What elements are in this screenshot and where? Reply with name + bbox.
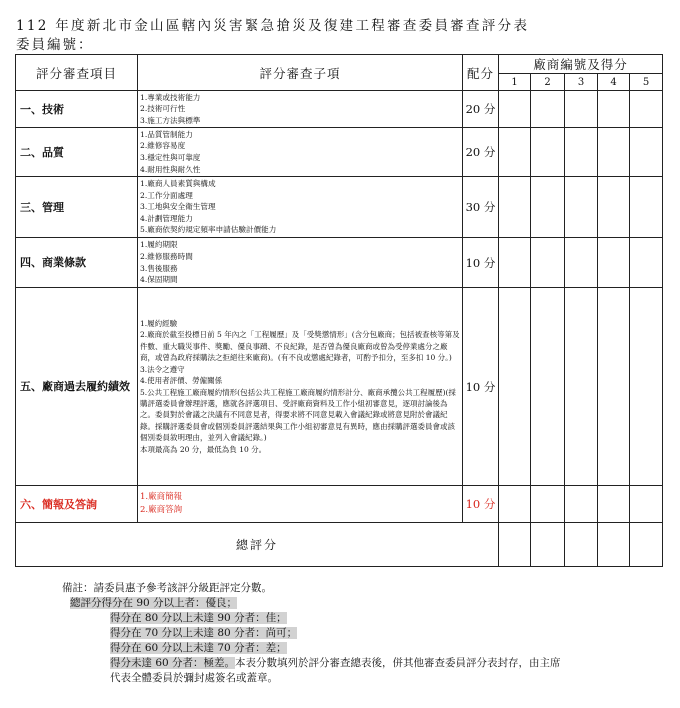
notes-section (62, 581, 662, 686)
subitem: 3.工地與安全衛生管理 (140, 202, 216, 212)
total-score-cell[interactable] (565, 523, 598, 567)
subitem: 3.售後服務 (140, 263, 178, 273)
subitem: 1.品質管制能力 (140, 129, 193, 139)
subitem: 2.維修服務時間 (140, 251, 193, 261)
total-score-cell[interactable] (499, 523, 531, 567)
total-score-cell[interactable] (531, 523, 565, 567)
score-cell[interactable] (630, 288, 663, 486)
points-cell: 10 分 (463, 486, 499, 523)
vendor-number-1: 1 (499, 74, 531, 91)
score-cell[interactable] (499, 128, 531, 177)
total-score-cell[interactable] (598, 523, 630, 567)
subitem: 3.穩定性與可靠度 (140, 153, 201, 162)
table-row (16, 91, 663, 128)
subitem: 1.廠商簡報 (140, 492, 183, 502)
score-cell[interactable] (499, 91, 531, 128)
scoring-table (15, 54, 663, 567)
subitem: 2.維修容易度 (140, 141, 186, 151)
grade-line: 得分在 60 分以上未達 70 分者：差； (110, 642, 287, 654)
score-cell[interactable] (565, 238, 598, 288)
score-cell[interactable] (531, 91, 565, 128)
subitems-cell (138, 486, 463, 523)
closing-text: 代表全體委員於彌封處簽名或蓋章。 (110, 672, 278, 684)
score-cell[interactable] (598, 177, 630, 238)
score-cell[interactable] (565, 288, 598, 486)
category-cell: 四、商業條款 (16, 238, 138, 288)
score-cell[interactable] (598, 288, 630, 486)
score-cell[interactable] (499, 288, 531, 486)
score-cell[interactable] (531, 177, 565, 238)
category-cell: 二、品質 (16, 128, 138, 177)
vendor-number-2: 2 (531, 74, 565, 91)
score-cell[interactable] (565, 128, 598, 177)
score-cell[interactable] (499, 486, 531, 523)
score-cell[interactable] (531, 288, 565, 486)
score-cell[interactable] (565, 177, 598, 238)
subitem: 3.法令之遵守 (140, 364, 185, 374)
total-row (16, 523, 663, 567)
closing-text: 本表分數填列於評分審查總表後，併其他審查委員評分表封存，由主席 (235, 657, 561, 669)
score-cell[interactable] (565, 91, 598, 128)
vendor-number-5: 5 (630, 74, 663, 91)
score-cell[interactable] (531, 128, 565, 177)
table-row (16, 177, 663, 238)
score-cell[interactable] (531, 486, 565, 523)
subitem: 本項最高為 20 分，最低為負 10 分。 (140, 444, 267, 454)
subitem: 2.工作分面處理 (140, 190, 193, 200)
subitems-cell (138, 177, 463, 238)
vendor-number-4: 4 (598, 74, 630, 91)
score-cell[interactable] (630, 91, 663, 128)
score-cell[interactable] (630, 238, 663, 288)
subitems-cell (138, 128, 463, 177)
score-cell[interactable] (630, 486, 663, 523)
subitems-cell (138, 91, 463, 128)
points-cell: 10 分 (463, 238, 499, 288)
points-cell: 10 分 (463, 288, 499, 486)
grade-label: 總評分 (70, 597, 102, 609)
score-cell[interactable] (565, 486, 598, 523)
category-cell: 六、簡報及答詢 (16, 486, 138, 523)
table-row (16, 486, 663, 523)
subitem: 1.廠商人員素質與構成 (140, 179, 216, 189)
category-cell: 一、技術 (16, 91, 138, 128)
table-row (16, 128, 663, 177)
member-number-label: 委員編號： (16, 37, 94, 53)
header-vendors: 廠商編號及得分 (499, 55, 663, 74)
header-item: 評分審查項目 (16, 55, 138, 91)
total-score-cell[interactable] (630, 523, 663, 567)
points-cell: 30 分 (463, 177, 499, 238)
score-cell[interactable] (598, 238, 630, 288)
score-cell[interactable] (598, 91, 630, 128)
vendor-number-3: 3 (565, 74, 598, 91)
score-cell[interactable] (630, 128, 663, 177)
notes-intro: 備註：請委員惠予參考該評分級距評定分數。 (62, 582, 272, 594)
score-cell[interactable] (499, 177, 531, 238)
subitem: 4.保固期間 (140, 275, 178, 285)
subitem: 2.技術可行性 (140, 104, 186, 114)
form-title: 112 年度新北市金山區轄內災害緊急搶災及復建工程審查委員審查評分表 (16, 18, 530, 34)
points-cell: 20 分 (463, 128, 499, 177)
header-points: 配分 (463, 55, 499, 91)
grade-line: 得分在 70 分以上未達 80 分者：尚可； (110, 627, 298, 639)
total-label: 總評分 (16, 523, 499, 567)
subitem: 2.廠商於截至投標日前 5 年內之「工程履歷」及「受獎懲情形」(含分包廠商；包括被查核等第及件數、重大職災事件、獎勵、優良事蹟、不良紀錄，是否曾為優良廠商或曾為受停業處分之廠商，或曾為政府採購法之拒絕往來廠商)。(有不良或懲處紀錄者，可酌予扣分，至多扣 10 分。) (140, 330, 460, 363)
grade-line: 得分在 90 分以上者：優良； (101, 597, 238, 609)
subitem: 1.履約經驗 (140, 319, 178, 329)
subitems-cell (138, 288, 463, 486)
subitem: 5.廠商依契約規定頻率申請估驗計價能力 (140, 225, 277, 235)
table-row (16, 238, 663, 288)
score-cell[interactable] (598, 128, 630, 177)
subitem: 5.公共工程施工廠商履約情形(包括公共工程施工廠商履約情形計分、廠商承攬公共工程履歷)(採購評選委員會辦理評選，應就各評選項目、受評廠商資料及工作小組初審意見，逐項討論後為之。委員對於會議之決議有不同意見者，得要求將不同意見載入會議紀錄或將意見附於會議紀錄。採購評選委員會或個別委員評選結果與工作小組初審意見有異時，應由採購評選委員會或該個別委員敘明理由，並列入會議紀錄。) (140, 387, 456, 443)
score-cell[interactable] (598, 486, 630, 523)
subitem: 4.耐用性與耐久性 (140, 164, 201, 174)
header-sub-item: 評分審查子項 (138, 55, 463, 91)
subitem: 2.廠商答詢 (140, 505, 183, 515)
subitem: 4.計劃管理能力 (140, 213, 193, 223)
subitem: 1.履約期限 (140, 240, 178, 250)
subitem: 4.使用者評價、勞僱關係 (140, 376, 223, 386)
score-cell[interactable] (499, 238, 531, 288)
category-cell: 五、廠商過去履約績效 (16, 288, 138, 486)
category-cell: 三、管理 (16, 177, 138, 238)
table-row (16, 288, 663, 486)
grade-line: 得分在 80 分以上未達 90 分者：佳； (110, 612, 287, 624)
subitems-cell (138, 238, 463, 288)
subitem: 3.施工方法與標準 (140, 115, 201, 125)
grade-line: 得分未達 60 分者：極差。 (110, 657, 236, 669)
subitem: 1.專業或技術能力 (140, 92, 201, 102)
score-cell[interactable] (630, 177, 663, 238)
points-cell: 20 分 (463, 91, 499, 128)
score-cell[interactable] (531, 238, 565, 288)
